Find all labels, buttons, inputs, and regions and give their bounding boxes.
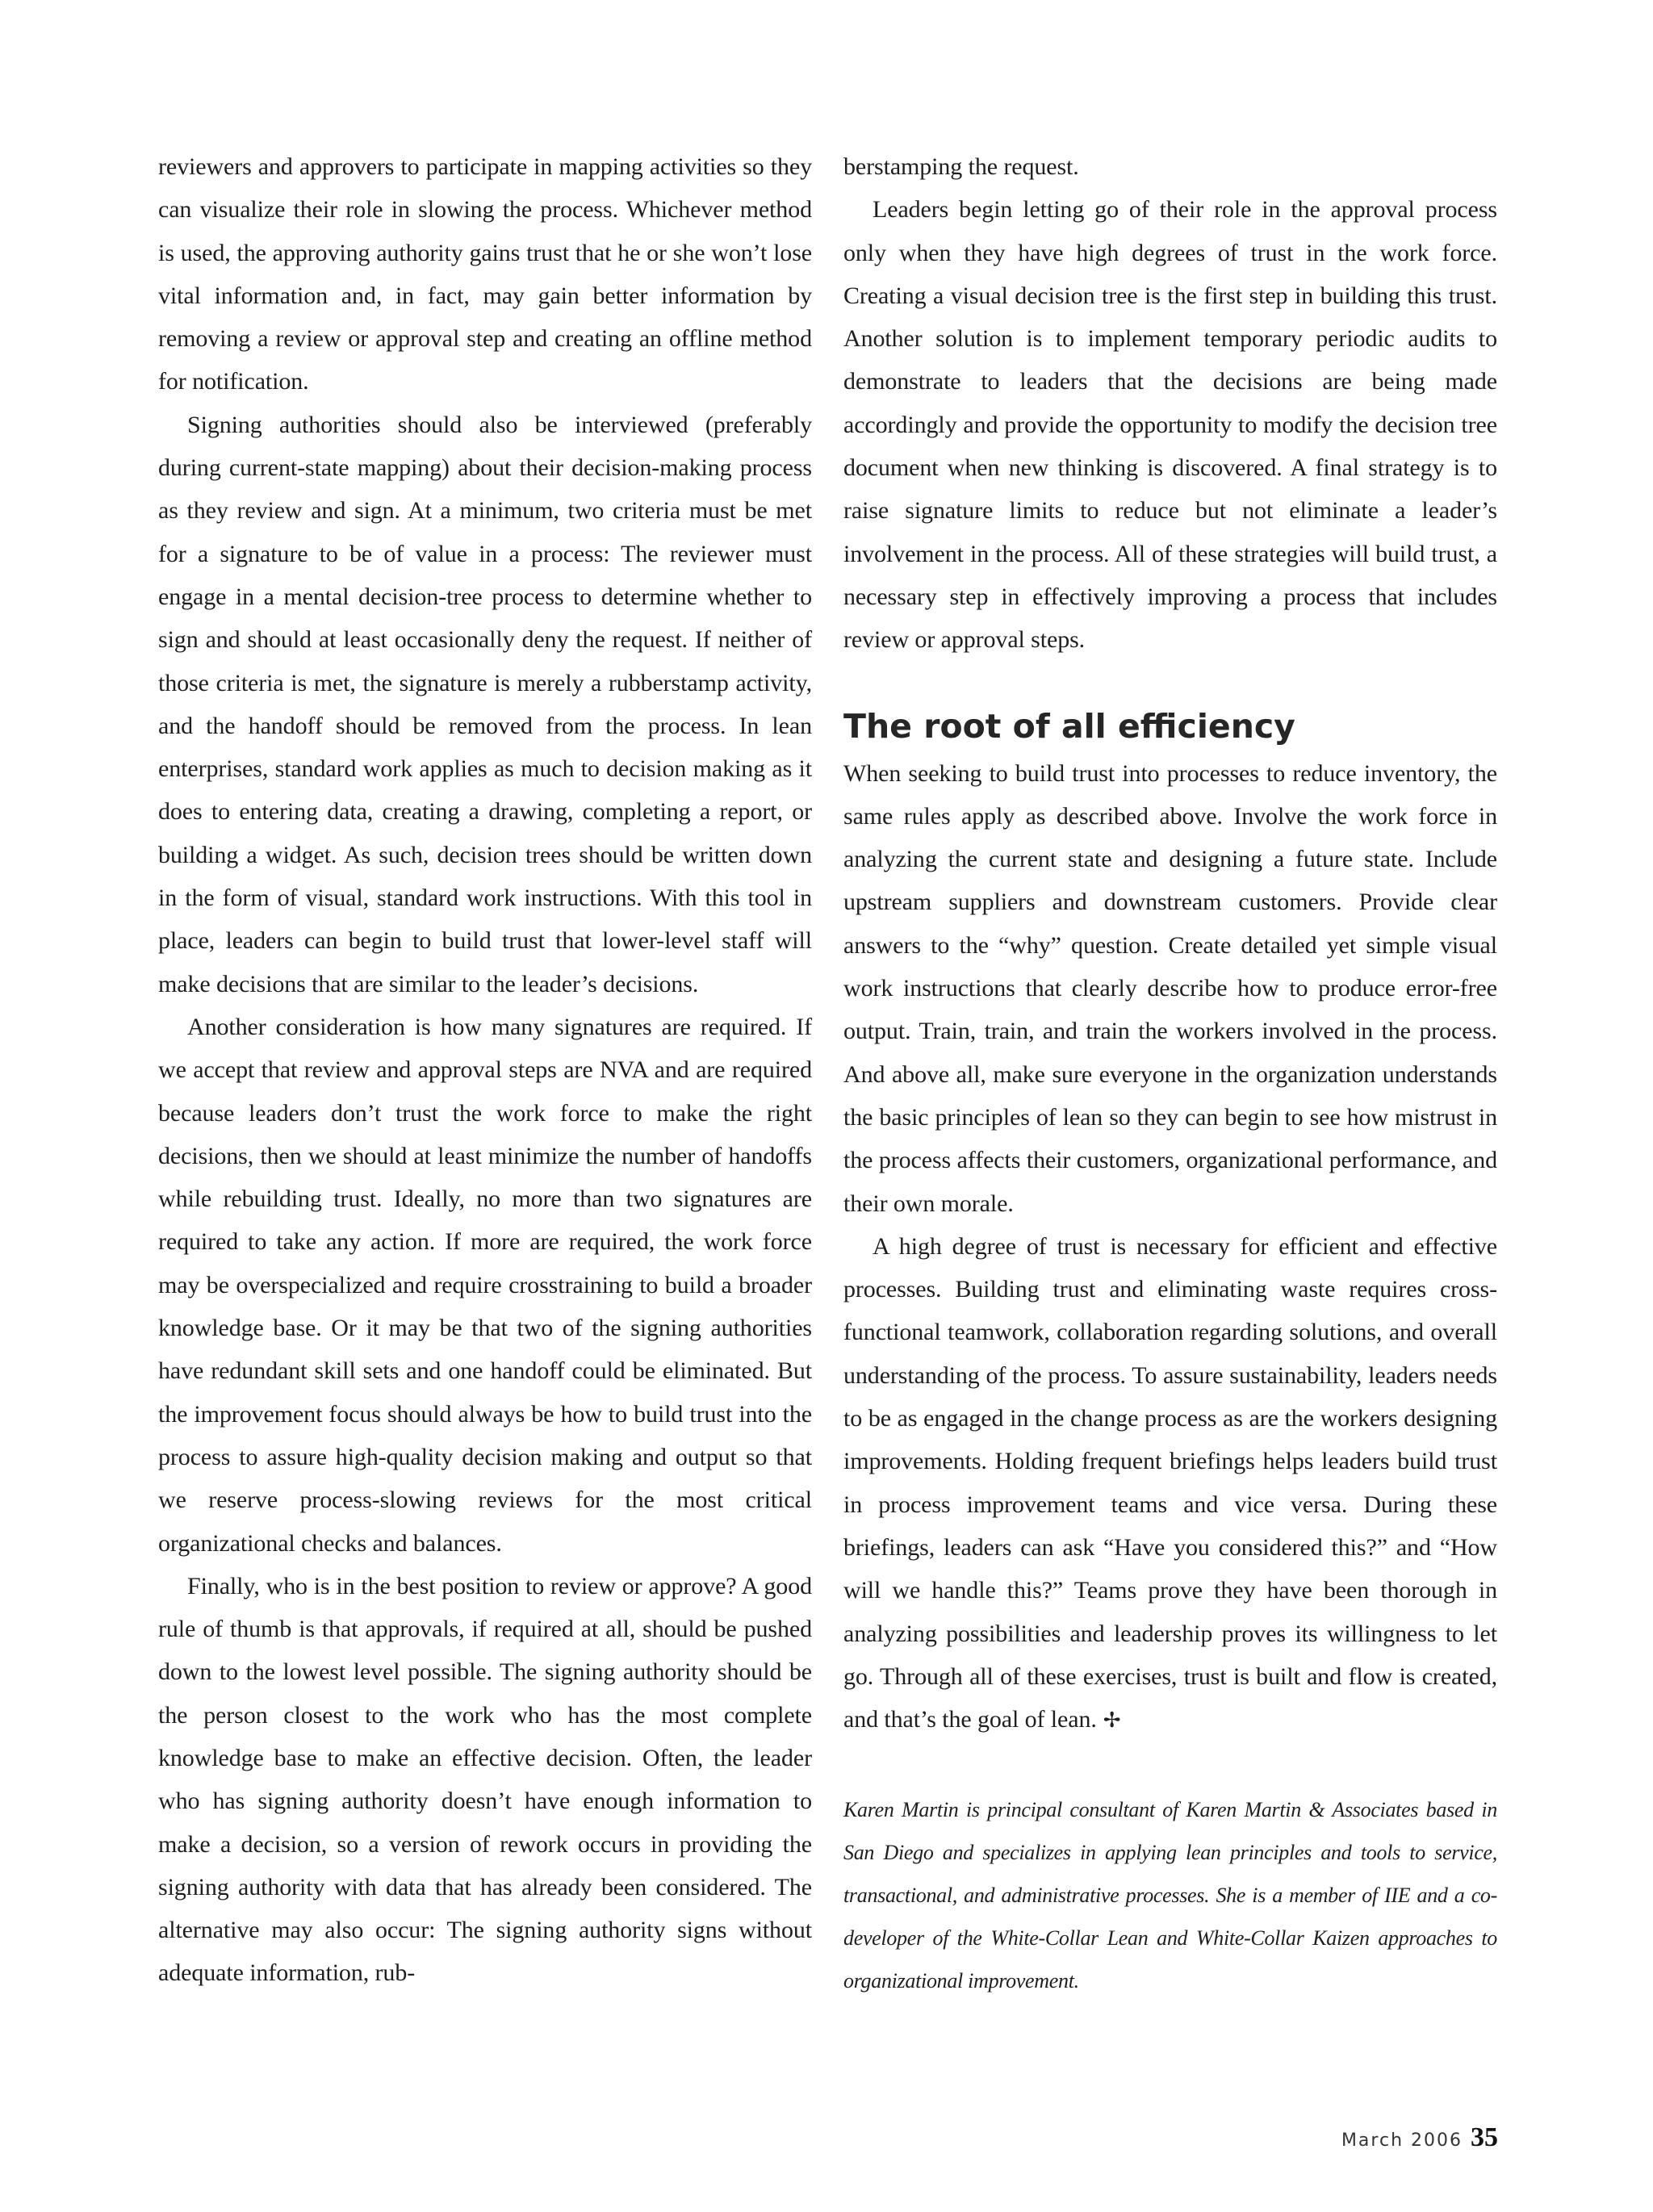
body-paragraph: reviewers and approvers to participate in mapping activities so they can visualize their role in slowing the process. Whichever method is used, the approving authority gains trust that he or she won’t lose vital information and, in fact, may gain better information by removing a review or approval step and creating an offline method for notification.: [158, 153, 812, 395]
body-paragraph: berstamping the request.: [843, 153, 1079, 180]
issue-date: March 2006: [1341, 2130, 1463, 2151]
body-paragraph: [843, 1225, 1497, 1742]
page-number: 35: [1471, 2122, 1498, 2152]
body-paragraph: When seeking to build trust into processes to reduce inventory, the same rules apply as described above. Involve the work force in analyzing the current state and designing a future state. Include upstream suppliers and downstream customers. Provide clear answers to the “why” question. Create detailed yet simple visual work instructions that clearly describe how to produce error-free output. Train, train, and train the workers involved in the process. And above all, make sure everyone in the organization understands the basic principles of lean so they can begin to see how mistrust in the process affects their customers, organizational performance, and their own morale.: [843, 759, 1497, 1217]
closing-paragraph-text: A high degree of trust is necessary for efficient and effective processes. Building trust and eliminating waste requires cross-functional teamwork, collaboration regarding solutions, and overall understanding of the process. To assure sustainability, leaders needs to be as engaged in the change process as are the workers designing improvements. Holding frequent briefings helps leaders build trust in process improvement teams and vice versa. During these briefings, leaders can ask “Have you considered this?” and “How will we handle this?” Teams prove they have been thorough in analyzing possibilities and leadership proves its willingness to let go. Through all of these exercises, trust is built and flow is created, and that’s the goal of lean.: [843, 1232, 1497, 1733]
section-heading: The root of all efficiency: [843, 706, 1295, 746]
left-column: [158, 145, 812, 1995]
body-paragraph: Leaders begin letting go of their role in the approval process only when they have high degrees of trust in the work force. Creating a visual decision tree is the first step in building this trust. Another solution is to implement temporary periodic audits to demonstrate to leaders that the decisions are being made accordingly and provide the opportunity to modify the decision tree document when new thinking is discovered. A final strategy is to raise signature limits to reduce but not eliminate a leader’s involvement in the process. All of these strategies will build trust, a necessary step in effectively improving a process that includes review or approval steps.: [843, 196, 1497, 654]
author-bio: Karen Martin is principal consultant of Karen Martin & Associates based in San Diego and specializes in applying lean principles and tools to service, transactional, and administrative processes. She is a member of IIE and a co-developer of the White-Collar Lean and White-Collar Kaizen approaches to organizational improvement.: [843, 1798, 1497, 1993]
page-footer: [1341, 2122, 1498, 2153]
end-of-article-icon: ✢: [1103, 1708, 1121, 1733]
body-paragraph: Another consideration is how many signatures are required. If we accept that review and approval steps are NVA and are required because leaders don’t trust the work force to make the right decisions, then we should at least minimize the number of handoffs while rebuilding trust. Ideally, no more than two signatures are required to take any action. If more are required, the work force may be overspecialized and require crosstraining to build a broader knowledge base. Or it may be that two of the signing authorities have redundant skill sets and one handoff could be eliminated. But the improvement focus should always be how to build trust into the process to assure high-quality decision making and output so that we reserve process-slowing reviews for the most critical organizational checks and balances.: [158, 1013, 812, 1557]
body-paragraph: Finally, who is in the best position to review or approve? A good rule of thumb is that approvals, if required at all, should be pushed down to the lowest level possible. The signing authority should be the person closest to the work who has the most complete knowledge base to make an effective decision. Often, the leader who has signing authority doesn’t have enough information to make a decision, so a version of rework occurs in providing the signing authority with data that has already been considered. The alternative may also occur: The signing authority signs without adequate information, rub-: [158, 1572, 812, 1987]
right-column: [843, 145, 1497, 2002]
body-paragraph: Signing authorities should also be interviewed (preferably during current-state mapping) about their decision-making process as they review and sign. At a minimum, two criteria must be met for a signature to be of value in a process: The reviewer must engage in a mental decision-tree process to determine whether to sign and should at least occasionally deny the request. If neither of those criteria is met, the signature is merely a rubberstamp activity, and the handoff should be removed from the process. In lean enterprises, standard work applies as much to decision making as it does to entering data, creating a drawing, completing a report, or building a widget. As such, decision trees should be written down in the form of visual, standard work instructions. With this tool in place, leaders can begin to build trust that lower-level staff will make decisions that are similar to the leader’s decisions.: [158, 411, 812, 997]
